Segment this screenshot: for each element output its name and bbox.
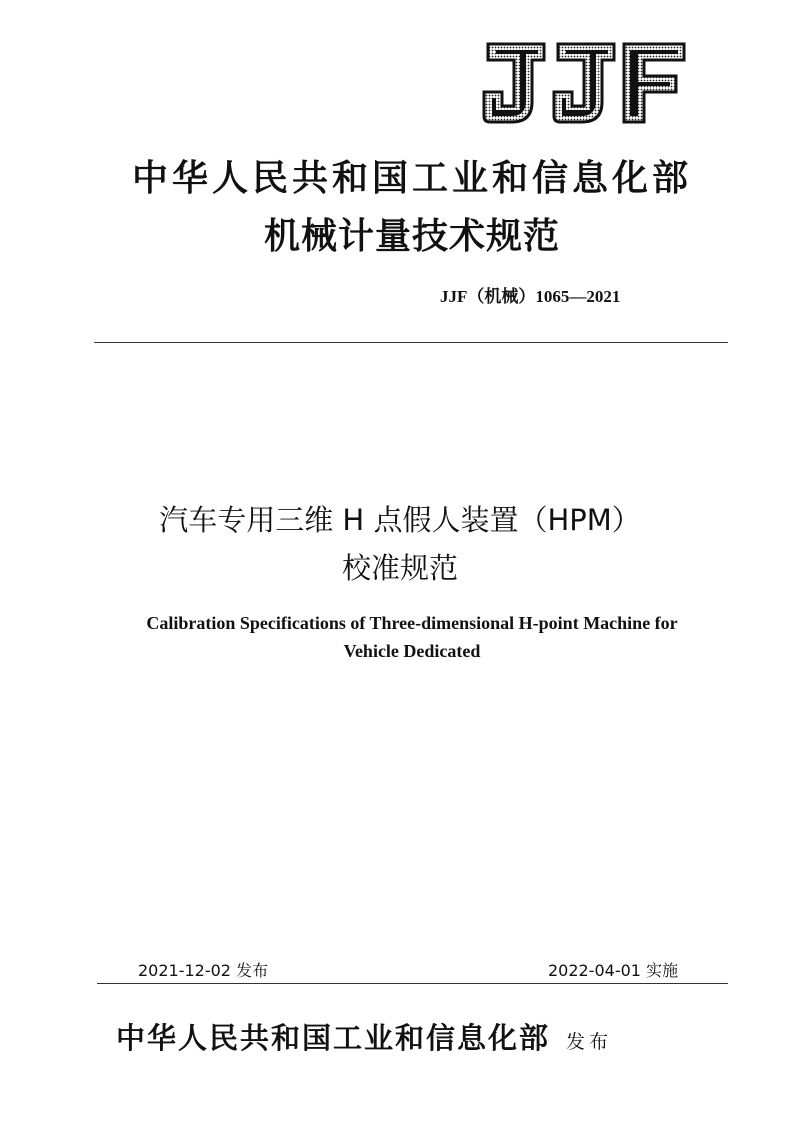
header-divider [94,342,728,343]
english-title-line-1: Calibration Specifications of Three-dimensional H-point Machine for [146,613,678,633]
publisher-action: 发布 [566,1031,613,1053]
issue-date: 2021-12-02 发布 [138,961,269,980]
spec-category: 机械计量技术规范 [263,215,560,257]
english-title-line-2: Vehicle Dedicated [343,641,481,661]
publisher-line [116,1016,612,1057]
jjf-logo [482,40,688,126]
publisher-name: 中华人民共和国工业和信息化部 [116,1021,551,1055]
chinese-title-line-1: 汽车专用三维 H 点假人装置（HPM） [159,503,641,537]
logo-letter-j1 [484,44,544,122]
footer-divider [97,983,728,984]
chinese-title-line-2: 校准规范 [341,551,458,585]
document-number: JJF（机械）1065—2021 [440,287,621,306]
ministry-name: 中华人民共和国工业和信息化部 [131,157,692,199]
logo-letter-j2 [554,44,614,122]
effective-date: 2022-04-01 实施 [548,961,679,980]
logo-letter-f [624,44,684,122]
